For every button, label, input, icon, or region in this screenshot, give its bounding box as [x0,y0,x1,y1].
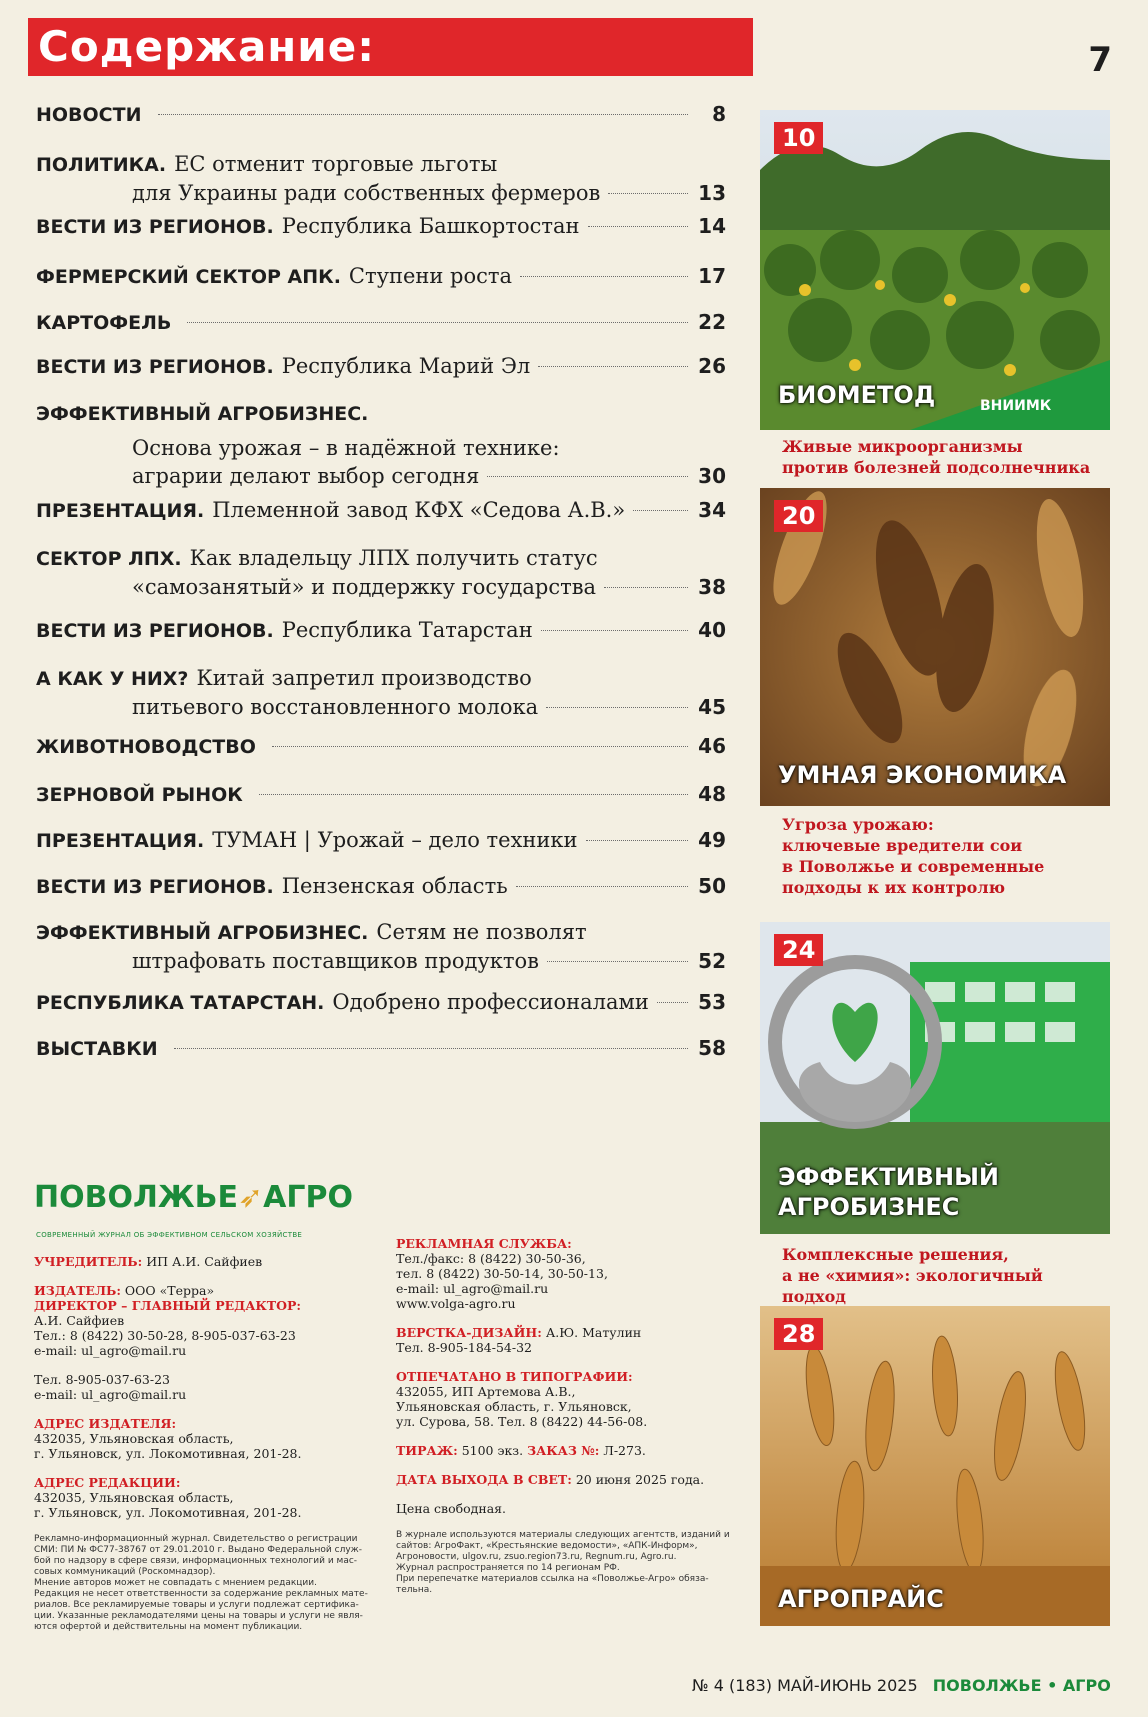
toc-page-number: 30 [698,464,726,488]
toc-rubric: ФЕРМЕРСКИЙ СЕКТОР АПК. [36,266,341,288]
feature-caption: Живые микроорганизмы против болезней подсолнечника [782,437,1091,477]
toc-entry[interactable] [36,150,726,207]
toc-rubric: ЖИВОТНОВОДСТВО [36,736,256,758]
toc-rubric: РЕСПУБЛИКА ТАТАРСТАН. [36,992,325,1014]
toc-title: Китай запретил производство [196,666,532,690]
toc-page-number: 52 [698,949,726,973]
dot-leader [158,114,689,115]
toc-title: для Украины ради собственных фермеров [132,181,601,205]
toc-rubric: А КАК У НИХ? [36,668,189,690]
toc-title: штрафовать поставщиков продуктов [132,949,539,973]
toc-entry[interactable] [36,262,726,291]
feature-agroprice[interactable] [760,1306,1110,1626]
dot-leader [633,510,688,511]
toc-rubric: ЭФФЕКТИВНЫЙ АГРОБИЗНЕС. [36,922,369,944]
page-title: Содержание: [38,22,376,71]
toc-title: ЕС отменит торговые льготы [174,152,498,176]
toc-rubric: СЕКТОР ЛПХ. [36,548,182,570]
registration-note: Рекламно-информационный журнал. Свидетельство о регистрации СМИ: ПИ № ФС77-38767 от 29.01.2010 г. Выдано Федеральной служ- бой по надзору в сфере связи, информационных технологий и мас- совых коммуникаций (Роскомнадзор). Мнение авторов может не совпадать с мнением редакции. Редакция не несет ответственности за содержание рекламных мате- риалов. Все рекламируемые товары и услуги подлежат сертифика- ции. Указанные рекламодателями цены на товары и услуги не явля- ются офертой и действительны на момент публикации. [34,1534,368,1632]
footer-brand: ПОВОЛЖЬЕ • АГРО [932,1676,1111,1695]
toc-entry[interactable] [36,400,726,490]
soybean-pods-photo [760,488,1110,806]
toc-rubric: ПРЕЗЕНТАЦИЯ. [36,830,205,852]
toc-rubric: ВЕСТИ ИЗ РЕГИОНОВ. [36,356,274,378]
toc-entry[interactable] [36,100,726,129]
dot-leader [487,476,688,477]
toc-title: аграрии делают выбор сегодня [132,464,480,488]
wheat-field-photo [760,1306,1110,1626]
logo-tagline: СОВРЕМЕННЫЙ ЖУРНАЛ ОБ ЭФФЕКТИВНОМ СЕЛЬСКОМ ХОЗЯЙСТВЕ [36,1231,303,1239]
toc-entry[interactable] [36,212,726,241]
vniimk-sign: ВНИИМК [980,398,1052,414]
dot-leader [546,707,688,708]
toc-title: Ступени роста [348,264,513,288]
toc-title: Одобрено профессионалами [332,990,649,1014]
toc-rubric: ПРЕЗЕНТАЦИЯ. [36,500,205,522]
dot-leader [187,322,688,323]
feature-smart-economy[interactable] [760,488,1110,897]
toc-page-number: 13 [698,181,726,205]
toc-rubric: ВЕСТИ ИЗ РЕГИОНОВ. [36,876,274,898]
toc-page-number: 14 [698,214,726,238]
feature-heading: ЭФФЕКТИВНЫЙ АГРОБИЗНЕС [778,1163,1000,1221]
feature-biomethod[interactable] [760,110,1110,482]
toc-title: «самозанятый» и поддержку государства [132,575,597,599]
toc-rubric: ВЕСТИ ИЗ РЕГИОНОВ. [36,620,274,642]
toc-page-number: 49 [698,828,726,852]
dot-leader [520,276,688,277]
toc-entry[interactable] [36,780,726,809]
feature-page-badge: 24 [774,934,823,966]
toc-rubric: НОВОСТИ [36,104,142,126]
toc-page-number: 38 [698,575,726,599]
toc-rubric: ВЫСТАВКИ [36,1038,158,1060]
dot-leader [541,630,688,631]
toc-entry[interactable] [36,308,726,337]
contents-header-bar [28,18,753,76]
toc-page-number: 46 [698,734,726,758]
toc-page-number: 22 [698,310,726,334]
toc-title: Племенной завод КФХ «Седова А.В.» [212,498,626,522]
dot-leader [604,587,688,588]
dot-leader [538,366,688,367]
feature-caption: Угроза урожаю: ключевые вредители сои в Поволжье и современные подходы к их контролю [782,815,1045,897]
toc-entry[interactable] [36,544,726,601]
feature-heading: АГРОПРАЙС [778,1585,944,1613]
toc-title: Республика Татарстан [281,618,533,642]
toc-title: Сетям не позволят [376,920,587,944]
toc-entry[interactable] [36,826,726,855]
dot-leader [657,1002,688,1003]
feature-heading: БИОМЕТОД [778,381,936,409]
imprint-right: РЕКЛАМНАЯ СЛУЖБА: Тел./факс: 8 (8422) 30-50-36, тел. 8 (8422) 30-50-14, 30-50-13, e-mail: ul_agro@mail.ru www.volga-agro.ru ВЕРСТКА-ДИЗАЙН: А.Ю. Матулин Тел. 8-905-184-54-32 ОТПЕЧАТАНО В ТИПОГРАФИИ: 432055, ИП Артемова А.В., Ульяновская область, г. Ульяновск, ул. Сурова, 58. Тел. 8 (8422) 44-56-08. ТИРАЖ: 5100 экз. ЗАКАЗ №: Л-273. ДАТА ВЫХОДА В СВЕТ: 20 июня 2025 года. Цена свободная. В журнале используются материалы следующих агентств, изданий и сайтов: АгроФакт, «Крестьянские ведомости», «АПК-Информ», Агроновости, ulgov.ru, zsuo.region73.ru, Regnum.ru, Agro.ru. Журнал распространяется по 14 регионам РФ. При перепечатке материалов ссылка на «Поволжье-Агро» обяза- тельна. [396,1236,756,1596]
toc-page-number: 26 [698,354,726,378]
dot-leader [588,226,688,227]
toc-page-number: 58 [698,1036,726,1060]
toc-rubric: ЭФФЕКТИВНЫЙ АГРОБИЗНЕС. [36,403,369,425]
toc-title: питьевого восстановленного молока [132,695,539,719]
toc-title: Республика Башкортостан [281,214,580,238]
toc-title: Как владельцу ЛПХ получить статус [189,546,598,570]
feature-page-badge: 20 [774,500,823,532]
toc-title: Республика Марий Эл [281,354,531,378]
sources-note: В журнале используются материалы следующих агентств, изданий и сайтов: АгроФакт, «Крестьянские ведомости», «АПК-Информ», Агроновости, ulgov.ru, zsuo.region73.ru, Regnum.ru, Agro.ru. Журнал распространяется по 14 регионам РФ. При перепечатке материалов ссылка на «Поволжье-Агро» обяза- тельна. [396,1530,730,1595]
toc-rubric: КАРТОФЕЛЬ [36,312,172,334]
dot-leader [174,1048,688,1049]
toc-page-number: 48 [698,782,726,806]
page-number: 7 [1088,40,1112,80]
toc-title: Пензенская область [281,874,508,898]
feature-effective-agribusiness[interactable] [760,922,1110,1306]
feature-heading: УМНАЯ ЭКОНОМИКА [778,761,1067,789]
imprint-left: УЧРЕДИТЕЛЬ: ИП А.И. Сайфиев ИЗДАТЕЛЬ: ООО «Терра» ДИРЕКТОР – ГЛАВНЫЙ РЕДАКТОР: А.И. Сайфиев Тел.: 8 (8422) 30-50-28, 8-905-037-63-23 e-mail: ul_agro@mail.ru Тел. 8-905-037-63-23 e-mail: ul_agro@mail.ru АДРЕС ИЗДАТЕЛЯ: 432035, Ульяновская область, г. Ульяновск, ул. Локомотивная, 201-28. АДРЕС РЕДАКЦИИ: 432035, Ульяновская область, г. Ульяновск, ул. Локомотивная, 201-28. Рекламно-информационный журнал. Свидетельство о регистрации СМИ: ПИ № ФС77-38767 от 29.01.2010 г. Выдано Федеральной служ- бой по надзору в сфере связи, информационных технологий и мас- совых коммуникаций (Роскомнадзор). Мнение авторов может не совпадать с мнением редакции. Редакция не несет ответственности за содержание рекламных мате- риалов. Все рекламируемые товары и услуги подлежат сертифика- ции. Указанные рекламодателями цены на товары и услуги не явля- ются офертой и действительны на момент публикации. [34,1254,404,1633]
toc-entry[interactable] [36,496,726,525]
toc-page-number: 17 [698,264,726,288]
toc-entry[interactable] [36,352,726,381]
dot-leader [272,746,688,747]
toc-entry[interactable] [36,1034,726,1063]
toc-rubric: ВЕСТИ ИЗ РЕГИОНОВ. [36,216,274,238]
toc-rubric: ЗЕРНОВОЙ РЫНОК [36,784,243,806]
toc-rubric: ПОЛИТИКА. [36,154,167,176]
toc-entry[interactable] [36,988,726,1017]
toc-page-number: 50 [698,874,726,898]
issue-info: № 4 (183) МАЙ-ИЮНЬ 2025 [692,1676,918,1695]
toc-entry[interactable] [36,616,726,645]
toc-page-number: 45 [698,695,726,719]
feature-page-badge: 10 [774,122,823,154]
toc-page-number: 53 [698,990,726,1014]
feature-caption: Комплексные решения, а не «химия»: экологичный подход [782,1245,1043,1306]
dot-leader [516,886,688,887]
dot-leader [586,840,688,841]
toc-page-number: 40 [698,618,726,642]
feature-page-badge: 28 [774,1318,823,1350]
toc-page-number: 34 [698,498,726,522]
toc-entry[interactable] [36,918,726,975]
dot-leader [547,961,688,962]
dot-leader [259,794,688,795]
toc-title: ТУМАН | Урожай – дело техники [212,828,578,852]
dot-leader [608,193,688,194]
toc-page-number: 8 [712,102,726,126]
toc-title: Основа урожая – в надёжной технике: [132,436,560,460]
toc-entry[interactable] [36,732,726,761]
toc-entry[interactable] [36,664,726,721]
toc-entry[interactable] [36,872,726,901]
magazine-logo: ПОВОЛЖЬЕ➶АГРО [34,1180,353,1215]
page-footer [692,1676,1111,1695]
